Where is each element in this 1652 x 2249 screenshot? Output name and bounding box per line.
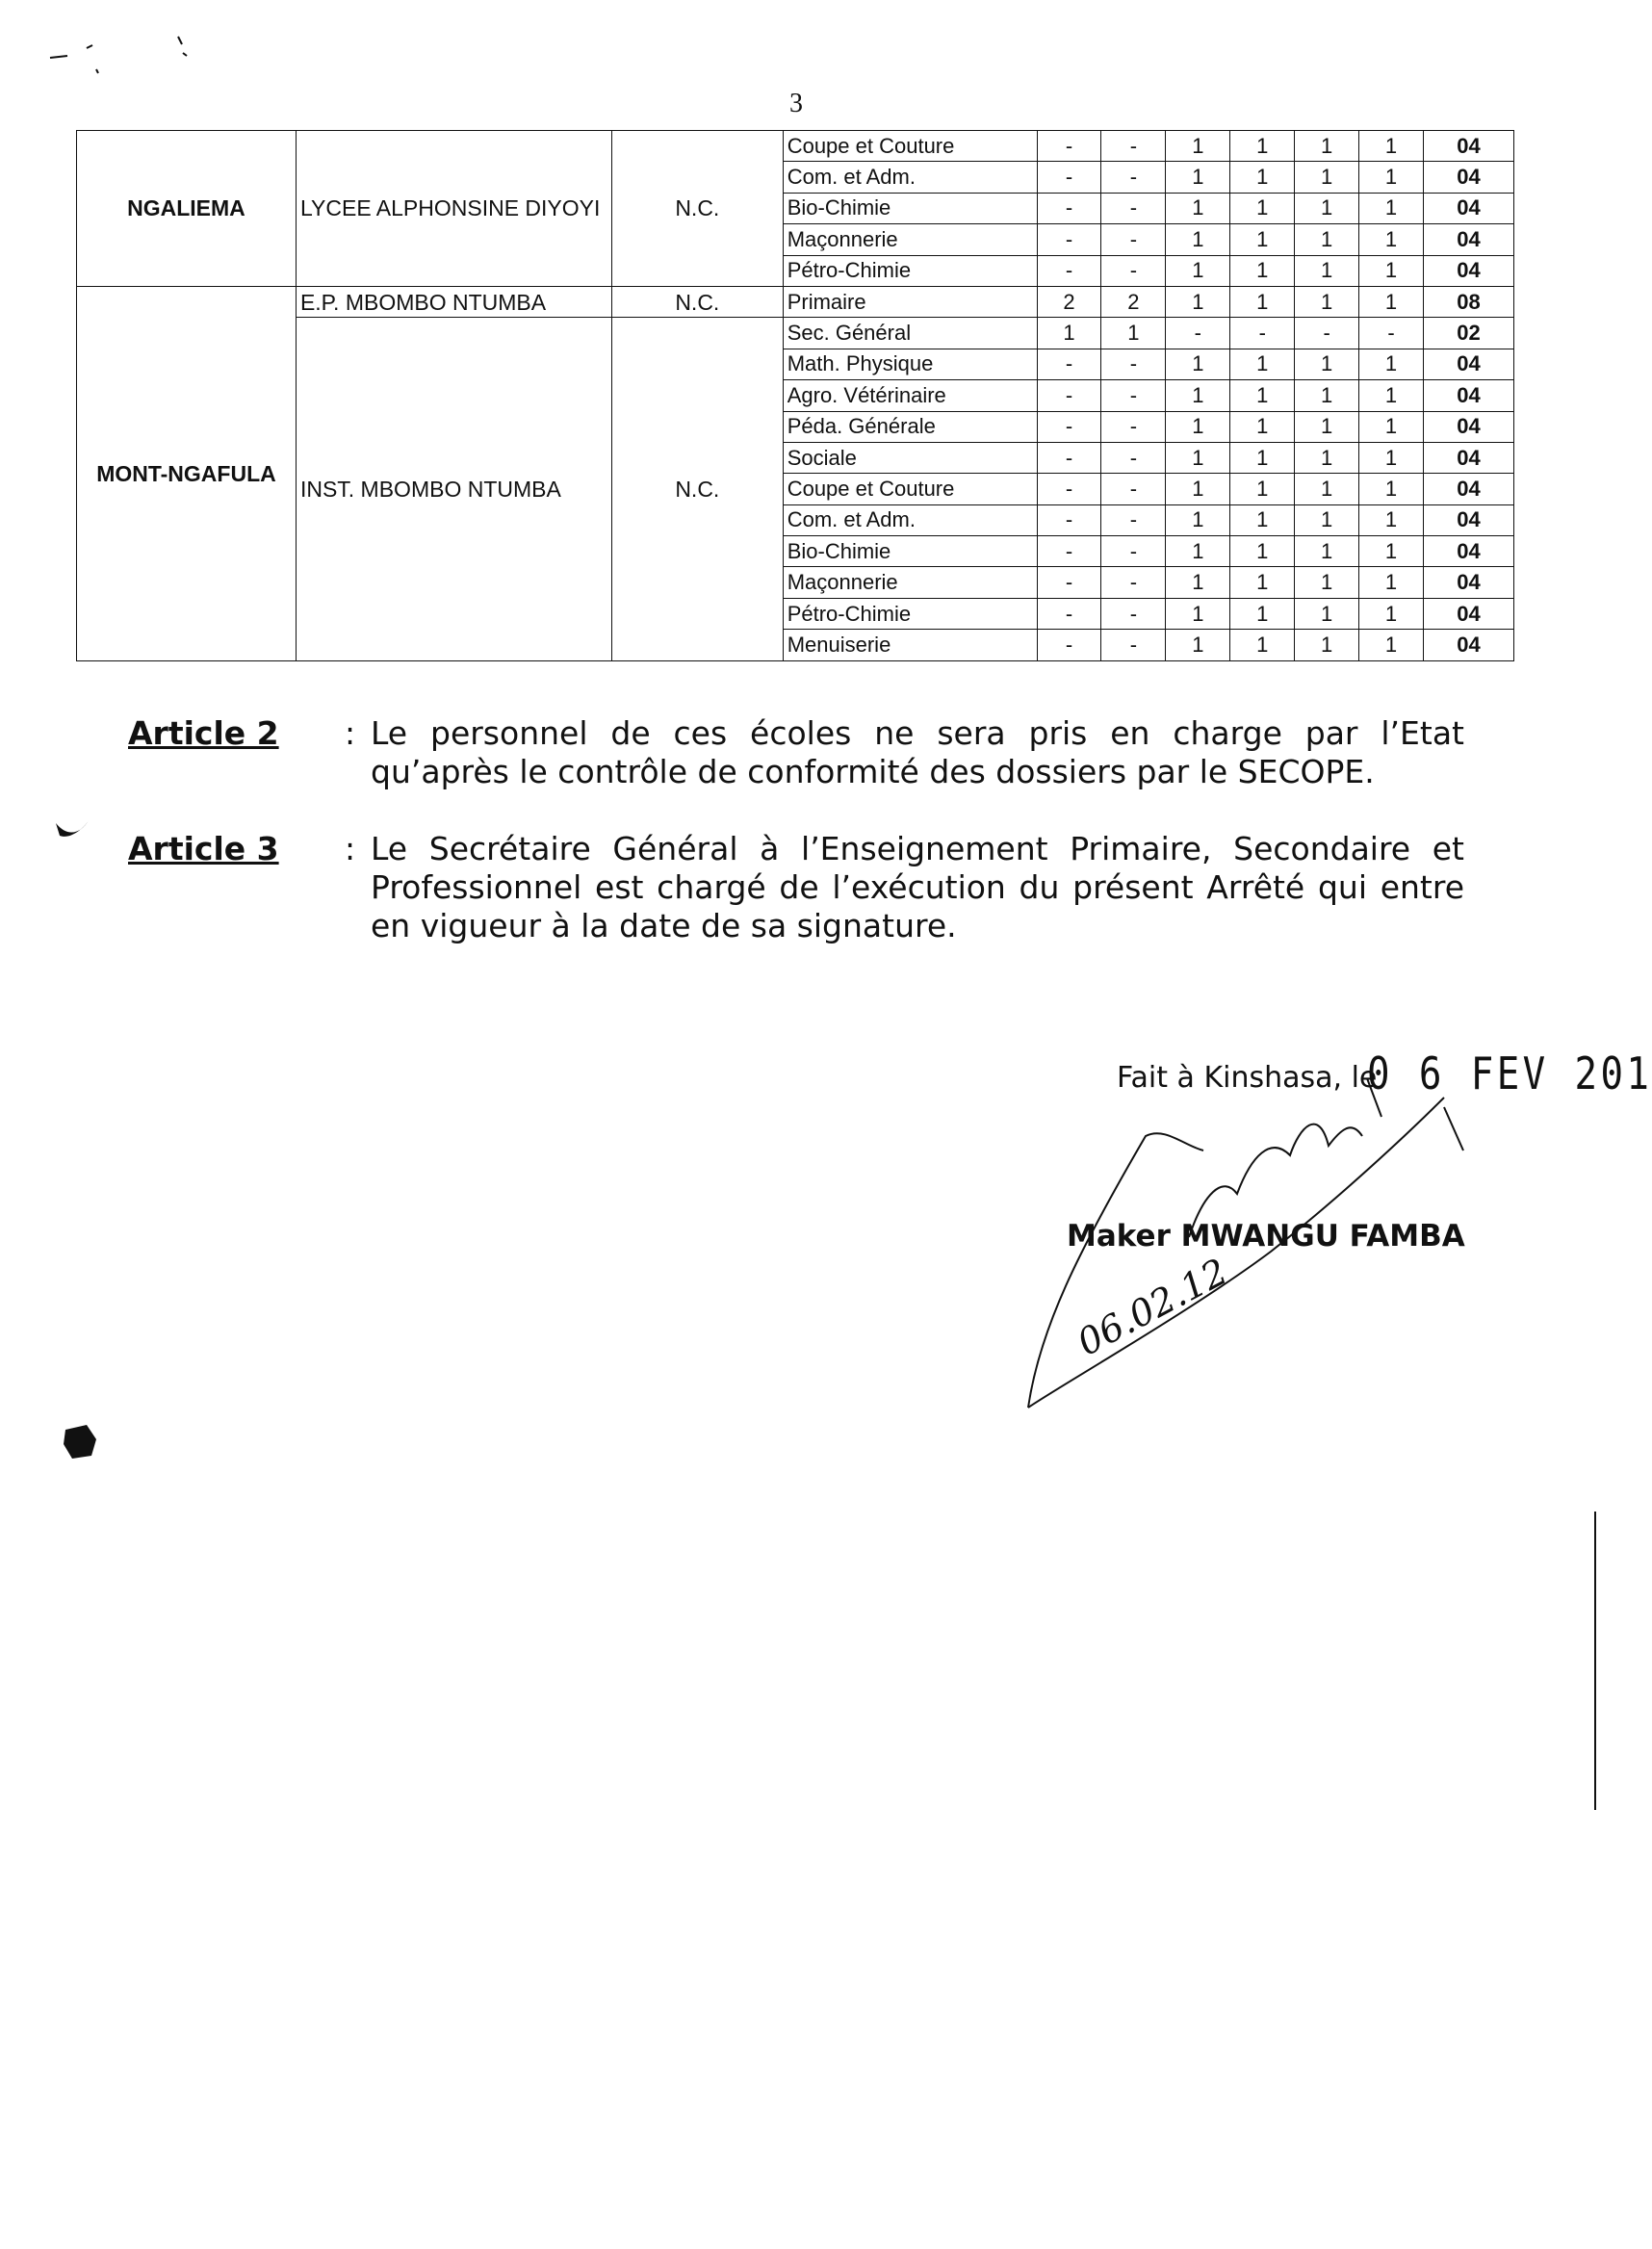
option-cell: Bio-Chimie: [783, 193, 1037, 223]
count-cell: -: [1230, 318, 1295, 349]
count-cell: -: [1037, 630, 1101, 660]
count-cell: 1: [1295, 630, 1359, 660]
count-cell: 1: [1230, 255, 1295, 286]
commune-cell: MONT-NGAFULA: [77, 286, 297, 660]
count-cell: 1: [1295, 598, 1359, 629]
count-cell: 1: [1166, 411, 1230, 442]
count-cell: 1: [1230, 349, 1295, 379]
count-cell: -: [1101, 255, 1166, 286]
count-cell: 1: [1230, 442, 1295, 473]
count-cell: 1: [1230, 193, 1295, 223]
count-cell: -: [1037, 193, 1101, 223]
count-cell: -: [1101, 630, 1166, 660]
article-3-label: Article 3: [128, 830, 279, 867]
count-cell: -: [1101, 598, 1166, 629]
count-cell: 1: [1295, 380, 1359, 411]
count-cell: 1: [1359, 162, 1424, 193]
count-cell: 1: [1230, 224, 1295, 255]
scan-specks: [50, 37, 187, 73]
total-cell: 04: [1424, 411, 1514, 442]
count-cell: -: [1037, 411, 1101, 442]
total-cell: 04: [1424, 630, 1514, 660]
count-cell: -: [1037, 131, 1101, 162]
count-cell: 1: [1230, 380, 1295, 411]
total-cell: 04: [1424, 162, 1514, 193]
count-cell: -: [1037, 474, 1101, 504]
count-cell: -: [1037, 598, 1101, 629]
count-cell: 1: [1166, 598, 1230, 629]
count-cell: 1: [1230, 474, 1295, 504]
count-cell: 1: [1166, 162, 1230, 193]
count-cell: 1: [1166, 349, 1230, 379]
total-cell: 04: [1424, 536, 1514, 567]
option-cell: Com. et Adm.: [783, 162, 1037, 193]
total-cell: 04: [1424, 504, 1514, 535]
count-cell: 2: [1037, 286, 1101, 317]
count-cell: 1: [1295, 349, 1359, 379]
count-cell: 1: [1359, 442, 1424, 473]
count-cell: 1: [1295, 286, 1359, 317]
count-cell: 1: [1166, 567, 1230, 598]
article-3-colon: :: [345, 830, 356, 867]
total-cell: 04: [1424, 255, 1514, 286]
signature-stroke: [1367, 1078, 1463, 1150]
total-cell: 04: [1424, 442, 1514, 473]
count-cell: 1: [1230, 536, 1295, 567]
total-cell: 04: [1424, 224, 1514, 255]
count-cell: 1: [1037, 318, 1101, 349]
count-cell: 1: [1295, 567, 1359, 598]
count-cell: 1: [1166, 474, 1230, 504]
total-cell: 02: [1424, 318, 1514, 349]
count-cell: 1: [1230, 131, 1295, 162]
option-cell: Pétro-Chimie: [783, 598, 1037, 629]
count-cell: 1: [1230, 598, 1295, 629]
count-cell: 1: [1295, 474, 1359, 504]
status-cell: N.C.: [611, 286, 783, 317]
count-cell: -: [1166, 318, 1230, 349]
count-cell: -: [1037, 162, 1101, 193]
count-cell: -: [1101, 131, 1166, 162]
count-cell: -: [1037, 536, 1101, 567]
signature-stroke: [1028, 1098, 1444, 1408]
count-cell: 1: [1166, 504, 1230, 535]
count-cell: 1: [1359, 567, 1424, 598]
option-cell: Maçonnerie: [783, 224, 1037, 255]
count-cell: -: [1295, 318, 1359, 349]
article-3-text: Le Secrétaire Général à l’Enseignement Primaire, Secondaire et Professionnel est chargé de l’exécution du présent Arrêté qui entre en vigueur à la date de sa signature.: [371, 830, 1464, 944]
total-cell: 08: [1424, 286, 1514, 317]
count-cell: -: [1101, 162, 1166, 193]
count-cell: -: [1101, 474, 1166, 504]
count-cell: -: [1359, 318, 1424, 349]
count-cell: 1: [1295, 193, 1359, 223]
total-cell: 04: [1424, 193, 1514, 223]
option-cell: Agro. Vétérinaire: [783, 380, 1037, 411]
count-cell: 1: [1166, 630, 1230, 660]
count-cell: 1: [1359, 193, 1424, 223]
count-cell: -: [1037, 442, 1101, 473]
school-cell: LYCEE ALPHONSINE DIYOYI: [296, 131, 611, 287]
count-cell: -: [1101, 349, 1166, 379]
signature-stroke: [1189, 1124, 1362, 1237]
option-cell: Sec. Général: [783, 318, 1037, 349]
page-number: 3: [789, 89, 803, 118]
count-cell: 1: [1166, 255, 1230, 286]
count-cell: -: [1037, 349, 1101, 379]
option-cell: Coupe et Couture: [783, 131, 1037, 162]
article-2-colon: :: [345, 714, 356, 752]
total-cell: 04: [1424, 380, 1514, 411]
count-cell: -: [1101, 411, 1166, 442]
count-cell: -: [1101, 442, 1166, 473]
count-cell: 1: [1359, 536, 1424, 567]
count-cell: -: [1037, 255, 1101, 286]
count-cell: 1: [1359, 474, 1424, 504]
count-cell: 1: [1359, 630, 1424, 660]
option-cell: Pétro-Chimie: [783, 255, 1037, 286]
count-cell: -: [1101, 224, 1166, 255]
option-cell: Math. Physique: [783, 349, 1037, 379]
total-cell: 04: [1424, 131, 1514, 162]
count-cell: 1: [1295, 442, 1359, 473]
count-cell: 1: [1359, 380, 1424, 411]
status-cell: N.C.: [611, 131, 783, 287]
option-cell: Maçonnerie: [783, 567, 1037, 598]
count-cell: -: [1101, 193, 1166, 223]
signature-stroke: [1028, 1133, 1203, 1408]
option-cell: Sociale: [783, 442, 1037, 473]
count-cell: 1: [1166, 442, 1230, 473]
count-cell: -: [1101, 380, 1166, 411]
count-cell: 1: [1359, 349, 1424, 379]
ink-blot: [64, 1425, 96, 1459]
school-cell: INST. MBOMBO NTUMBA: [296, 318, 611, 660]
count-cell: 1: [1359, 286, 1424, 317]
signoff-place: Fait à Kinshasa, le: [1117, 1061, 1378, 1095]
option-cell: Bio-Chimie: [783, 536, 1037, 567]
count-cell: 1: [1101, 318, 1166, 349]
count-cell: -: [1101, 536, 1166, 567]
count-cell: 1: [1166, 536, 1230, 567]
count-cell: 1: [1359, 504, 1424, 535]
count-cell: 1: [1230, 630, 1295, 660]
count-cell: 2: [1101, 286, 1166, 317]
count-cell: -: [1037, 380, 1101, 411]
total-cell: 04: [1424, 349, 1514, 379]
option-cell: Coupe et Couture: [783, 474, 1037, 504]
count-cell: 1: [1359, 131, 1424, 162]
count-cell: 1: [1230, 286, 1295, 317]
count-cell: 1: [1295, 411, 1359, 442]
option-cell: Primaire: [783, 286, 1037, 317]
total-cell: 04: [1424, 567, 1514, 598]
date-stamp: 0 6 FEV 201: [1367, 1047, 1652, 1099]
total-cell: 04: [1424, 474, 1514, 504]
count-cell: 1: [1166, 286, 1230, 317]
handwritten-date: 06.02.12: [1071, 1250, 1235, 1364]
count-cell: -: [1037, 567, 1101, 598]
article-2-text: Le personnel de ces écoles ne sera pris en charge par l’Etat qu’après le contrôle de conformité des dossiers par le SECOPE.: [371, 714, 1464, 790]
count-cell: 1: [1359, 598, 1424, 629]
count-cell: 1: [1166, 380, 1230, 411]
count-cell: 1: [1295, 255, 1359, 286]
school-cell: E.P. MBOMBO NTUMBA: [296, 286, 611, 317]
option-cell: Com. et Adm.: [783, 504, 1037, 535]
count-cell: 1: [1295, 131, 1359, 162]
status-cell: N.C.: [611, 318, 783, 660]
count-cell: -: [1037, 504, 1101, 535]
article-2-label: Article 2: [128, 714, 279, 752]
total-cell: 04: [1424, 598, 1514, 629]
count-cell: 1: [1230, 162, 1295, 193]
count-cell: 1: [1230, 411, 1295, 442]
option-cell: Menuiserie: [783, 630, 1037, 660]
count-cell: 1: [1166, 193, 1230, 223]
count-cell: -: [1037, 224, 1101, 255]
bullet-mark: [56, 820, 89, 837]
count-cell: -: [1101, 567, 1166, 598]
count-cell: 1: [1295, 224, 1359, 255]
count-cell: 1: [1359, 255, 1424, 286]
count-cell: 1: [1230, 567, 1295, 598]
count-cell: 1: [1295, 504, 1359, 535]
count-cell: 1: [1295, 162, 1359, 193]
count-cell: 1: [1359, 224, 1424, 255]
count-cell: -: [1101, 504, 1166, 535]
option-cell: Péda. Générale: [783, 411, 1037, 442]
count-cell: 1: [1230, 504, 1295, 535]
count-cell: 1: [1295, 536, 1359, 567]
count-cell: 1: [1166, 224, 1230, 255]
count-cell: 1: [1166, 131, 1230, 162]
signer-name: Maker MWANGU FAMBA: [1067, 1219, 1465, 1254]
commune-cell: NGALIEMA: [77, 131, 297, 287]
count-cell: 1: [1359, 411, 1424, 442]
